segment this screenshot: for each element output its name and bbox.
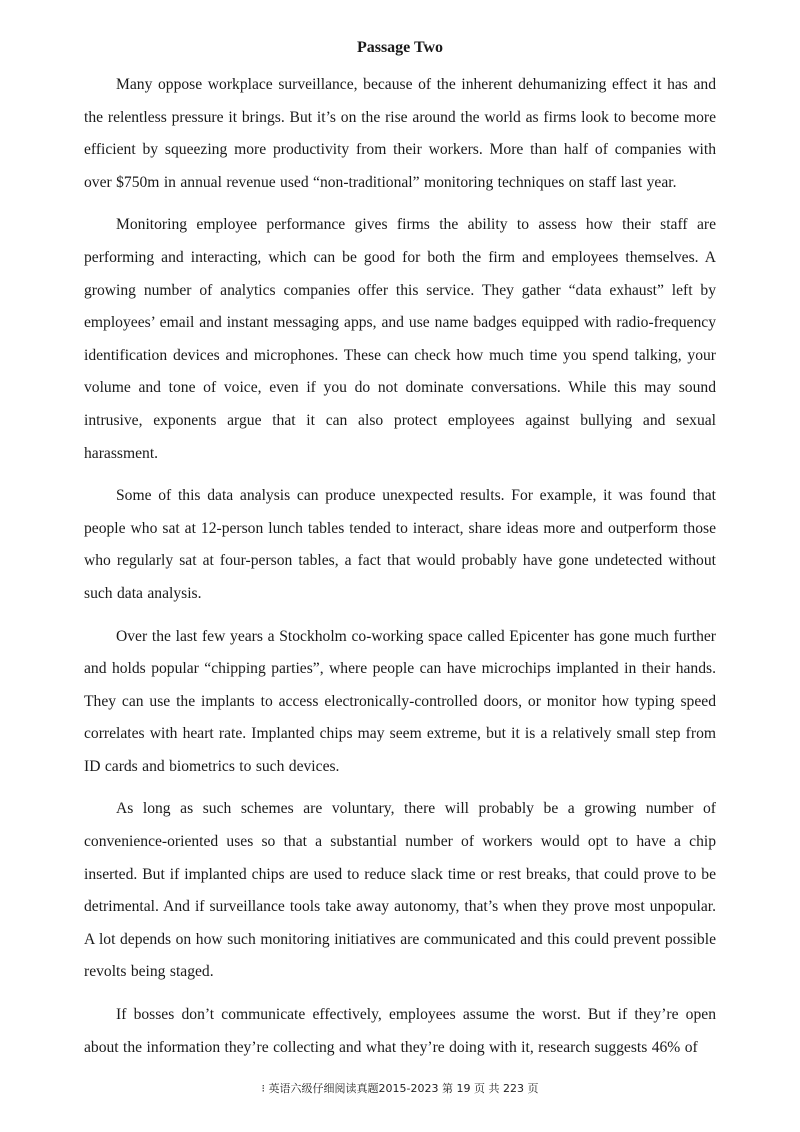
paragraph-4: Over the last few years a Stockholm co-working space called Epicenter has gone much further and holds popular “chipping parties”, where people can have microchips implanted in their hands. They can use the implants to access electronically-controlled doors, or monitor how typing speed correlates with heart rate. Implanted chips may seem extreme, but it is a relatively small step from ID cards and biometrics to such devices.	[84, 627, 716, 775]
paragraph-2: Monitoring employee performance gives firms the ability to assess how their staff are performing and interacting, which can be good for both the firm and employees themselves. A growing number of analytics companies offer this service. They gather “data exhaust” left by employees’ email and instant messaging apps, and use name badges equipped with radio-frequency identification devices and microphones. These can check how much time you spend talking, your volume and tone of voice, even if you do not dominate conversations. While this may sound intrusive, exponents argue that it can also protect employees against bullying and sexual harassment.	[84, 216, 716, 462]
paragraph-3: Some of this data analysis can produce unexpected results. For example, it was found that people who sat at 12-person lunch tables tended to interact, share ideas more and outperform those who regularly sat at four-person tables, a fact that would probably have gone undetected without such data analysis.	[84, 487, 716, 602]
paragraph-1: Many oppose workplace surveillance, because of the inherent dehumanizing effect it has and the relentless pressure it brings. But it’s on the rise around the world as firms look to become more efficient by squeezing more productivity from their workers. More than half of companies with over $750m in annual revenue used “non-traditional” monitoring techniques on staff last year.	[84, 76, 716, 191]
passage-body	[84, 69, 716, 1074]
page-footer: ⁝ 英语六级仔细阅读真题2015-2023 第 19 页 共 223 页	[261, 1082, 539, 1095]
paragraph-6: If bosses don’t communicate effectively, employees assume the worst. But if they’re open about the information they’re collecting and what they’re doing with it, research suggests 46% of	[84, 1006, 716, 1056]
passage-title: Passage Two	[356, 39, 444, 56]
paragraph-5: As long as such schemes are voluntary, there will probably be a growing number of convenience-oriented uses so that a substantial number of workers would opt to have a chip inserted. But if implanted chips are used to reduce slack time or rest breaks, that could prove to be detrimental. And if surveillance tools take away autonomy, that’s when they prove most unpopular. A lot depends on how such monitoring initiatives are communicated and this could prevent possible revolts being staged.	[84, 800, 716, 981]
